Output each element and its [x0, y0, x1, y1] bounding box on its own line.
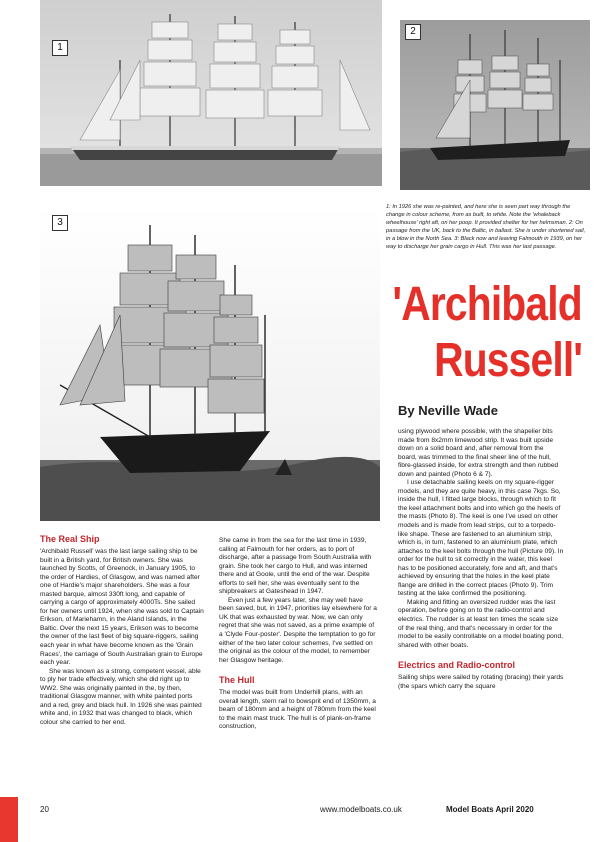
footer-accent-bar [0, 797, 18, 842]
column-3 [398, 428, 564, 691]
byline: By Neville Wade [398, 403, 498, 418]
photo-3 [40, 205, 380, 521]
photo-1-number: 1 [52, 40, 68, 56]
paragraph: Sailing ships were sailed by rotating (bracing) their yards (the spars which carry the square [398, 674, 564, 690]
photo-3-number: 3 [52, 215, 68, 231]
footer-issue: Model Boats April 2020 [446, 805, 534, 814]
paragraph: using plywood where possible, with the shapelier bits made from 8x2mm limewood strip. It was built upside down on a solid board and, after removal from the board, was trimmed to the final sheer line of the hull, fibre-glassed inside, for extra strength and then rubbed down and painted (Photo 6 & 7). [398, 428, 559, 478]
paragraph: She was known as a strong, competent vessel, able to ply her trade effectively, which she did right up to WW2. She was originally painted in the, by then, traditional Glasgow manner, with white painted ports and a red, grey and black hull. In 1926 she was painted white and, in 1932 that was changed to black, which colour she carried to her end. [40, 667, 202, 726]
paragraph: 'Archibald Russell' was the last large sailing ship to be built in a British yard, for British owners. She was launched by Scotts, of Greenock, in January 1905, to the order of Hardies, of Glasgow, and was named after one of Hardie's major shareholders. She was a four masted barque, almost 330ft long, and capable of carrying a cargo of approximately 4000Ts. She sailed for her owners until 1924, when she was sold to Captain Erikson, of Mariehamn, in the Aland Islands, in the Baltic. Over the next 15 years, Erikson was to become the owner of the last fleet of big square-riggers, sailing each year in what have become known as the 'Grain Races', the carriage of South Australian grain to Europe each year. [40, 548, 204, 667]
article-title-line-1: 'Archibald [392, 278, 582, 331]
photo-2 [400, 20, 590, 190]
column-2 [219, 537, 379, 732]
paragraph: Even just a few years later, she may well have been saved, but, in 1947, priorities lay elsewhere for a UK that was exhausted by war. Now, we can only regret that she was not saved, as a prime example of a 'Clyde Four-poster'. Despite the temptation to go for either of the two later colour schemes, I've settled on the original as the colour of the model, to remember her Glasgow heritage. [219, 596, 377, 664]
paragraph: The model was built from Underhill plans, with an overall length, stern rail to bowsprit end of 1350mm, a beam of 180mm and a height of 780mm from the keel to the main mast truck. The hull is of plank-on-frame construction, [219, 689, 376, 731]
article-title-line-2: Russell' [433, 334, 582, 387]
paragraph: She came in from the sea for the last time in 1939, calling at Falmouth for her orders, as to port of discharge, after a passage from South Australia with grain. She took her cargo to Hull, and was interned there and at Goole, until the end of the war. Despite efforts to sell her, she was eventually sent to the shipbreakers at Gateshead in 1947. [219, 537, 372, 596]
paragraph: Making and fitting an oversized rudder was the last operation, before going on to the radio-control and electrics. The rudder is at least ten times the scale size of the real thing, and that's necessary in order for the model to be easily controllable on a model boating pond, shared with other boats. [398, 598, 563, 649]
page-number: 20 [40, 805, 49, 814]
photo-caption: 1: In 1926 she was re-painted, and here she is seen part way through the change in colour scheme, from as built, to white. Note the 'whaleback wheelhouse' right aft, on her poop. It provided shelter for her helmsman. 2: On passage from the UK, back to the Baltic, in ballast. She is under shortened sail, in a blow in the North Sea. 3: Black now and leaving Falmouth in 1939, on her way to discharge her grain cargo in Hull. This was her last passage. [386, 204, 586, 250]
section-heading-hull: The Hull [219, 675, 255, 686]
section-heading-real-ship: The Real Ship [40, 534, 100, 544]
column-1 [40, 534, 204, 727]
paragraph: I use detachable sailing keels on my square-rigger models, and they are quite heavy, in this case 7kgs. So, inside the hull, I fitted large blocks, through which to fit the keel attachment bolts and into which go the heels of the masts (Photo 8). The keel is one I've used on other models and is made from lead strips, cut to a torpedo-like shape. These are fastened to an aluminium strip, which is, in turn, fastened to an aluminium plate, which attaches to the keel bolts through the hull (Picture 09). In order for the hull to sit correctly in the water, this keel has to be positioned accurately, fore and aft, and that's achieved by ensuring that the holes in the keel plate flange are drilled in the correct places (Photo 9). Trim testing at the lake confirmed the positioning. [398, 479, 564, 598]
section-heading-electrics: Electrics and Radio-control [398, 660, 516, 671]
photo-1 [40, 0, 382, 186]
footer-website: www.modelboats.co.uk [320, 805, 402, 814]
photo-2-number: 2 [405, 24, 421, 40]
